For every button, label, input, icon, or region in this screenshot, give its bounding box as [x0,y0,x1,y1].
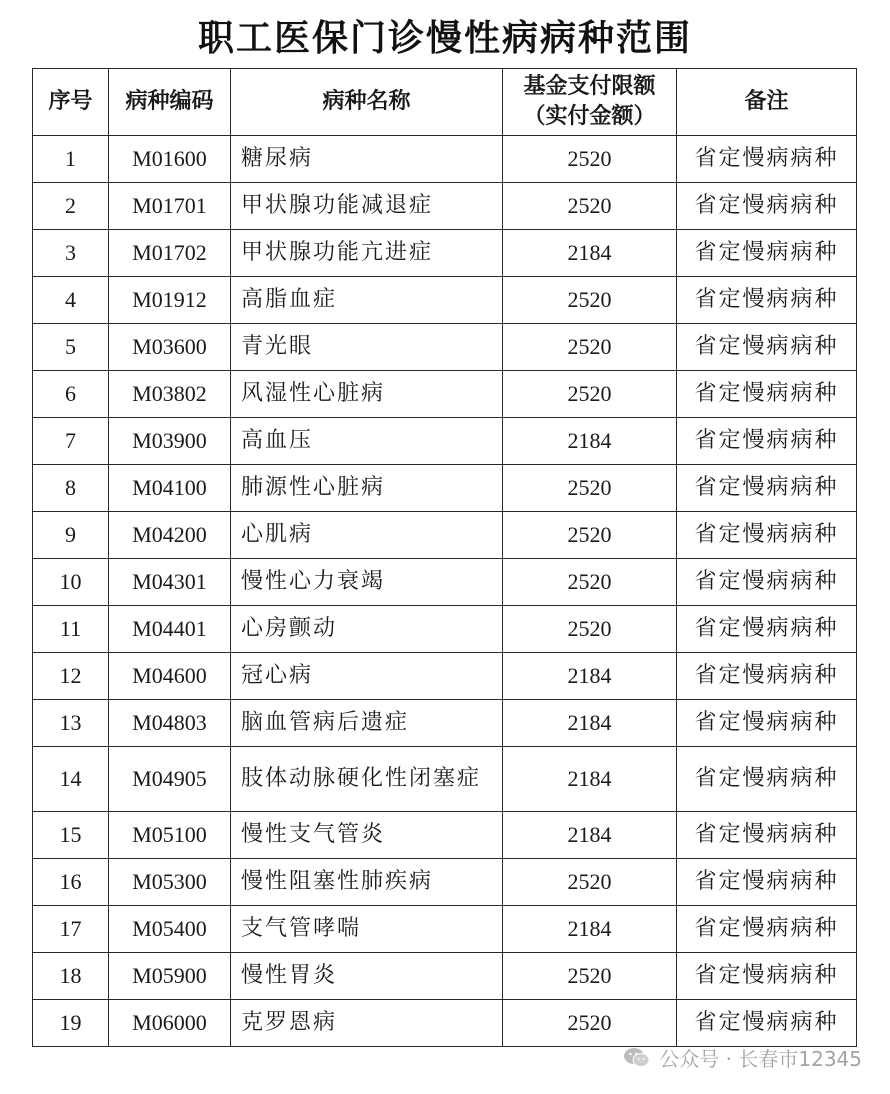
row-code: M05100 [109,812,231,859]
page-title: 职工医保门诊慢性病病种范围 [197,17,692,59]
table-row [33,653,857,700]
row-amount: 2520 [503,559,677,606]
row-name: 肺源性心脏病 [231,465,503,512]
row-amount: 2184 [503,812,677,859]
row-name: 青光眼 [231,324,503,371]
row-seq: 12 [33,653,109,700]
row-name: 冠心病 [231,653,503,700]
row-seq: 17 [33,906,109,953]
row-note: 省定慢病病种 [677,324,857,371]
row-amount: 2520 [503,512,677,559]
row-code: M01702 [109,230,231,277]
row-amount: 2520 [503,277,677,324]
row-amount: 2520 [503,859,677,906]
row-seq: 13 [33,700,109,747]
row-seq: 6 [33,371,109,418]
row-name: 支气管哮喘 [231,906,503,953]
row-seq: 3 [33,230,109,277]
table-row [33,183,857,230]
row-code: M06000 [109,1000,231,1047]
row-code: M01701 [109,183,231,230]
row-note: 省定慢病病种 [677,371,857,418]
row-name: 糖尿病 [231,136,503,183]
table-header [33,69,857,136]
header-code: 病种编码 [109,69,231,136]
row-name: 高血压 [231,418,503,465]
table-row [33,418,857,465]
row-note: 省定慢病病种 [677,859,857,906]
row-name: 风湿性心脏病 [231,371,503,418]
row-name: 慢性心力衰竭 [231,559,503,606]
row-code: M05400 [109,906,231,953]
watermark [623,1043,862,1072]
row-amount: 2520 [503,324,677,371]
disease-table [32,68,857,1047]
row-note: 省定慢病病种 [677,812,857,859]
row-seq: 14 [33,747,109,812]
row-code: M04200 [109,512,231,559]
row-amount: 2184 [503,230,677,277]
row-amount: 2184 [503,700,677,747]
row-note: 省定慢病病种 [677,512,857,559]
header-amount-line2: （实付金额） [523,104,656,129]
row-code: M04803 [109,700,231,747]
row-amount: 2520 [503,465,677,512]
row-name: 脑血管病后遗症 [231,700,503,747]
row-seq: 18 [33,953,109,1000]
row-code: M04100 [109,465,231,512]
row-name: 慢性阻塞性肺疾病 [231,859,503,906]
row-name: 高脂血症 [231,277,503,324]
row-amount: 2184 [503,906,677,953]
row-seq: 1 [33,136,109,183]
table-row [33,230,857,277]
table-row [33,136,857,183]
header-amount-line1: 基金支付限额 [523,74,656,99]
row-amount: 2520 [503,953,677,1000]
table-row [33,512,857,559]
table-row [33,559,857,606]
header-row [33,69,857,136]
row-name: 慢性支气管炎 [231,812,503,859]
table-row [33,371,857,418]
table-body [33,136,857,1047]
row-seq: 19 [33,1000,109,1047]
header-seq: 序号 [33,69,109,136]
row-note: 省定慢病病种 [677,230,857,277]
row-amount: 2184 [503,653,677,700]
row-seq: 15 [33,812,109,859]
row-amount: 2520 [503,606,677,653]
row-note: 省定慢病病种 [677,559,857,606]
table-row [33,277,857,324]
row-code: M04401 [109,606,231,653]
row-code: M05300 [109,859,231,906]
row-amount: 2184 [503,418,677,465]
row-code: M04301 [109,559,231,606]
row-seq: 7 [33,418,109,465]
row-name: 甲状腺功能减退症 [231,183,503,230]
watermark-text: 公众号 · 长春市12345 [659,1047,862,1071]
row-code: M03802 [109,371,231,418]
row-note: 省定慢病病种 [677,183,857,230]
row-amount: 2520 [503,183,677,230]
row-seq: 11 [33,606,109,653]
header-note: 备注 [677,69,857,136]
row-seq: 9 [33,512,109,559]
table-row [33,906,857,953]
header-amount [503,69,677,136]
header-name: 病种名称 [231,69,503,136]
row-code: M01912 [109,277,231,324]
table-row [33,700,857,747]
row-seq: 16 [33,859,109,906]
table-row [33,606,857,653]
row-code: M03600 [109,324,231,371]
table-row [33,1000,857,1047]
row-note: 省定慢病病种 [677,136,857,183]
row-seq: 2 [33,183,109,230]
row-note: 省定慢病病种 [677,465,857,512]
row-seq: 4 [33,277,109,324]
row-seq: 10 [33,559,109,606]
row-amount: 2520 [503,371,677,418]
row-name: 克罗恩病 [231,1000,503,1047]
table-row [33,859,857,906]
row-note: 省定慢病病种 [677,953,857,1000]
row-name: 甲状腺功能亢进症 [231,230,503,277]
table-row [33,747,857,812]
row-note: 省定慢病病种 [677,606,857,653]
row-note: 省定慢病病种 [677,700,857,747]
row-seq: 5 [33,324,109,371]
row-code: M03900 [109,418,231,465]
row-note: 省定慢病病种 [677,653,857,700]
row-amount: 2184 [503,747,677,812]
row-amount: 2520 [503,1000,677,1047]
row-note: 省定慢病病种 [677,747,857,812]
row-note: 省定慢病病种 [677,906,857,953]
row-seq: 8 [33,465,109,512]
row-name: 心房颤动 [231,606,503,653]
row-amount: 2520 [503,136,677,183]
row-name: 慢性胃炎 [231,953,503,1000]
table-row [33,324,857,371]
row-code: M04600 [109,653,231,700]
row-name: 肢体动脉硬化性闭塞症 [231,747,503,812]
row-note: 省定慢病病种 [677,1000,857,1047]
row-code: M05900 [109,953,231,1000]
table-row [33,812,857,859]
table-row [33,465,857,512]
row-name: 心肌病 [231,512,503,559]
wechat-icon [623,1046,651,1070]
row-code: M01600 [109,136,231,183]
row-note: 省定慢病病种 [677,277,857,324]
row-note: 省定慢病病种 [677,418,857,465]
table-row [33,953,857,1000]
row-code: M04905 [109,747,231,812]
